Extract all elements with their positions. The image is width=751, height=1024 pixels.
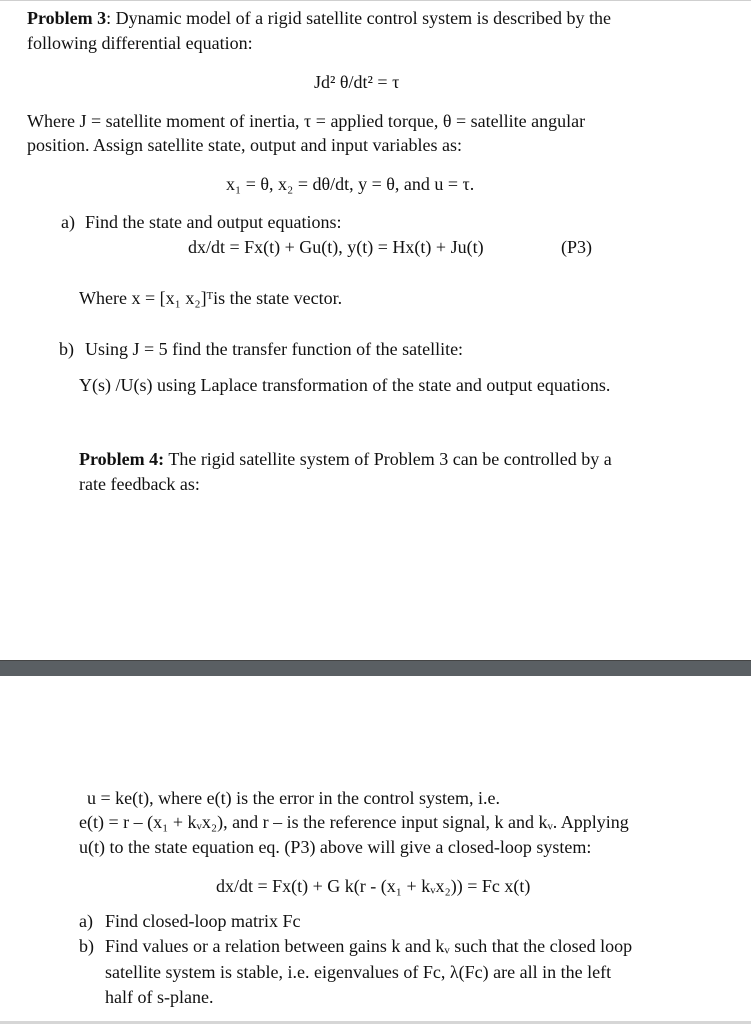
problem4-control-line1: u = ke(t), where e(t) is the error in the control system, i.e. xyxy=(87,788,501,808)
problem3-state-equations: dx/dt = Fx(t) + Gu(t), y(t) = Hx(t) + Ju(t) xyxy=(188,237,484,257)
problem3-part-a-text: Find the state and output equations: xyxy=(85,212,342,232)
problem3-assignment: x₁ = θ, x₂ = dθ/dt, y = θ, and u = τ. xyxy=(226,174,475,194)
problem3-part-b-line2: Y(s) /U(s) using Laplace transformation of the state and output equations. xyxy=(79,375,611,395)
problem3-where-line2: position. Assign satellite state, output and input variables as: xyxy=(27,135,462,155)
problem4-part-b-line1: Find values or a relation between gains k and kᵥ such that the closed loop xyxy=(105,936,633,956)
problem4-intro-line2: rate feedback as: xyxy=(79,474,200,494)
problem4-part-a-text: Find closed-loop matrix Fc xyxy=(105,911,301,931)
problem4-part-a-label: a) xyxy=(79,911,93,931)
page-break-divider xyxy=(0,660,751,676)
problem4-part-b-label: b) xyxy=(79,936,94,956)
problem4-control-line2: e(t) = r – (x₁ + kᵥx₂), and r – is the reference input signal, k and kᵥ. Applying xyxy=(79,812,629,832)
problem3-state-vector: Where x = [x₁ x₂]ᵀis the state vector. xyxy=(79,288,343,308)
problem3-intro-line2: following differential equation: xyxy=(27,33,253,53)
problem3-intro-line1 xyxy=(27,6,611,30)
problem3-equation: Jd² θ/dt² = τ xyxy=(314,72,400,92)
problem4-heading: Problem 4: xyxy=(79,449,165,469)
page-top-border xyxy=(0,0,751,1)
problem4-part-b-line3: half of s-plane. xyxy=(105,987,214,1007)
problem3-intro-text: : Dynamic model of a rigid satellite control system is described by the xyxy=(106,8,612,28)
problem3-part-b-text: Using J = 5 find the transfer function of the satellite: xyxy=(85,339,464,359)
problem3-equation-tag: (P3) xyxy=(561,237,592,257)
problem4-intro-line1 xyxy=(79,447,612,471)
problem3-where-line1: Where J = satellite moment of inertia, τ = applied torque, θ = satellite angular xyxy=(27,111,586,131)
problem4-control-line3: u(t) to the state equation eq. (P3) above will give a closed-loop system: xyxy=(79,837,592,857)
problem3-part-b-label: b) xyxy=(59,339,74,359)
problem4-intro-text: The rigid satellite system of Problem 3 can be controlled by a xyxy=(164,449,612,469)
problem4-part-b-line2: satellite system is stable, i.e. eigenvalues of Fc, λ(Fc) are all in the left xyxy=(105,962,612,982)
problem4-closed-loop-equation: dx/dt = Fx(t) + G k(r - (x₁ + kᵥx₂)) = Fc x(t) xyxy=(216,876,531,896)
problem3-heading: Problem 3 xyxy=(27,8,107,28)
problem3-part-a-label: a) xyxy=(61,212,75,232)
